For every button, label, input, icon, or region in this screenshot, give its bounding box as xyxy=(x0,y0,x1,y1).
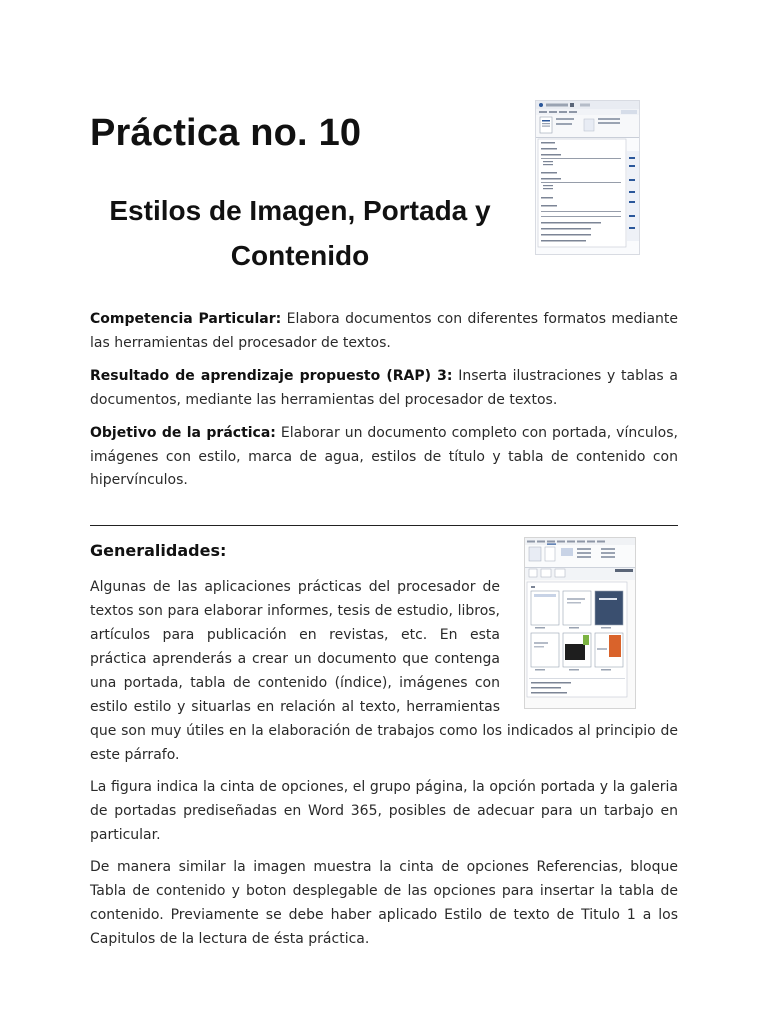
objetivo-text: Elaborar un documento completo con portada, vínculos, imágenes con estilo, marca de agua, estilos de título y tabla de contenido con hipervínculos. xyxy=(90,425,678,488)
rap-paragraph xyxy=(90,365,678,412)
competencia-label: Competencia Particular: xyxy=(90,311,282,327)
rap-label: Resultado de aprendizaje propuesto (RAP) 3: xyxy=(90,368,453,384)
section-divider xyxy=(90,525,678,526)
page-title: Práctica no. 10 xyxy=(90,112,362,154)
float-spacer xyxy=(510,575,678,697)
toc-ribbon-illustration xyxy=(536,101,639,254)
generalidades-paragraph-2: La figura indica la cinta de opciones, el grupo página, la opción portada y la galeria de portadas prediseñadas en Word 365, posibles de adecuar para un tarbajo en particular. xyxy=(90,779,678,843)
generalidades-heading: Generalidades: xyxy=(90,541,227,560)
competencia-text: Elabora documentos con diferentes formatos mediante las herramientas del procesador de textos. xyxy=(90,311,678,351)
generalidades-paragraph-1: Algunas de las aplicaciones prácticas del procesador de textos son para elaborar informes, tesis de estudio, libros, artículos para publicación en revistas, etc. En esta práctica aprenderás a crear un documento que contenga una portada, tabla de contenido (índice), imágenes con estilo estilo y situarlas en relación al texto, herramientas que son muy útiles en la elaboración de trabajos como los indicados al principio de este párrafo. xyxy=(90,579,678,763)
page-subtitle xyxy=(90,188,510,278)
generalidades-paragraph-3: De manera similar la imagen muestra la cinta de opciones Referencias, bloque Tabla de contenido y boton desplegable de las opciones para insertar la tabla de contenido. Previamente se debe haber aplicado Estilo de texto de Titulo 1 a los Capitulos de la lectura de ésta práctica. xyxy=(90,859,678,947)
subtitle-line-2: Contenido xyxy=(230,240,370,271)
objetivo-label: Objetivo de la práctica: xyxy=(90,425,276,441)
generalidades-body xyxy=(90,575,678,951)
competencia-paragraph xyxy=(90,308,678,355)
rap-text: Inserta ilustraciones y tablas a documentos, mediante las herramientas del procesador de textos. xyxy=(90,368,678,408)
objetivo-paragraph xyxy=(90,422,678,493)
subtitle-line-1: Estilos de Imagen, Portada y xyxy=(109,195,491,226)
table-of-contents-screenshot xyxy=(535,100,640,255)
